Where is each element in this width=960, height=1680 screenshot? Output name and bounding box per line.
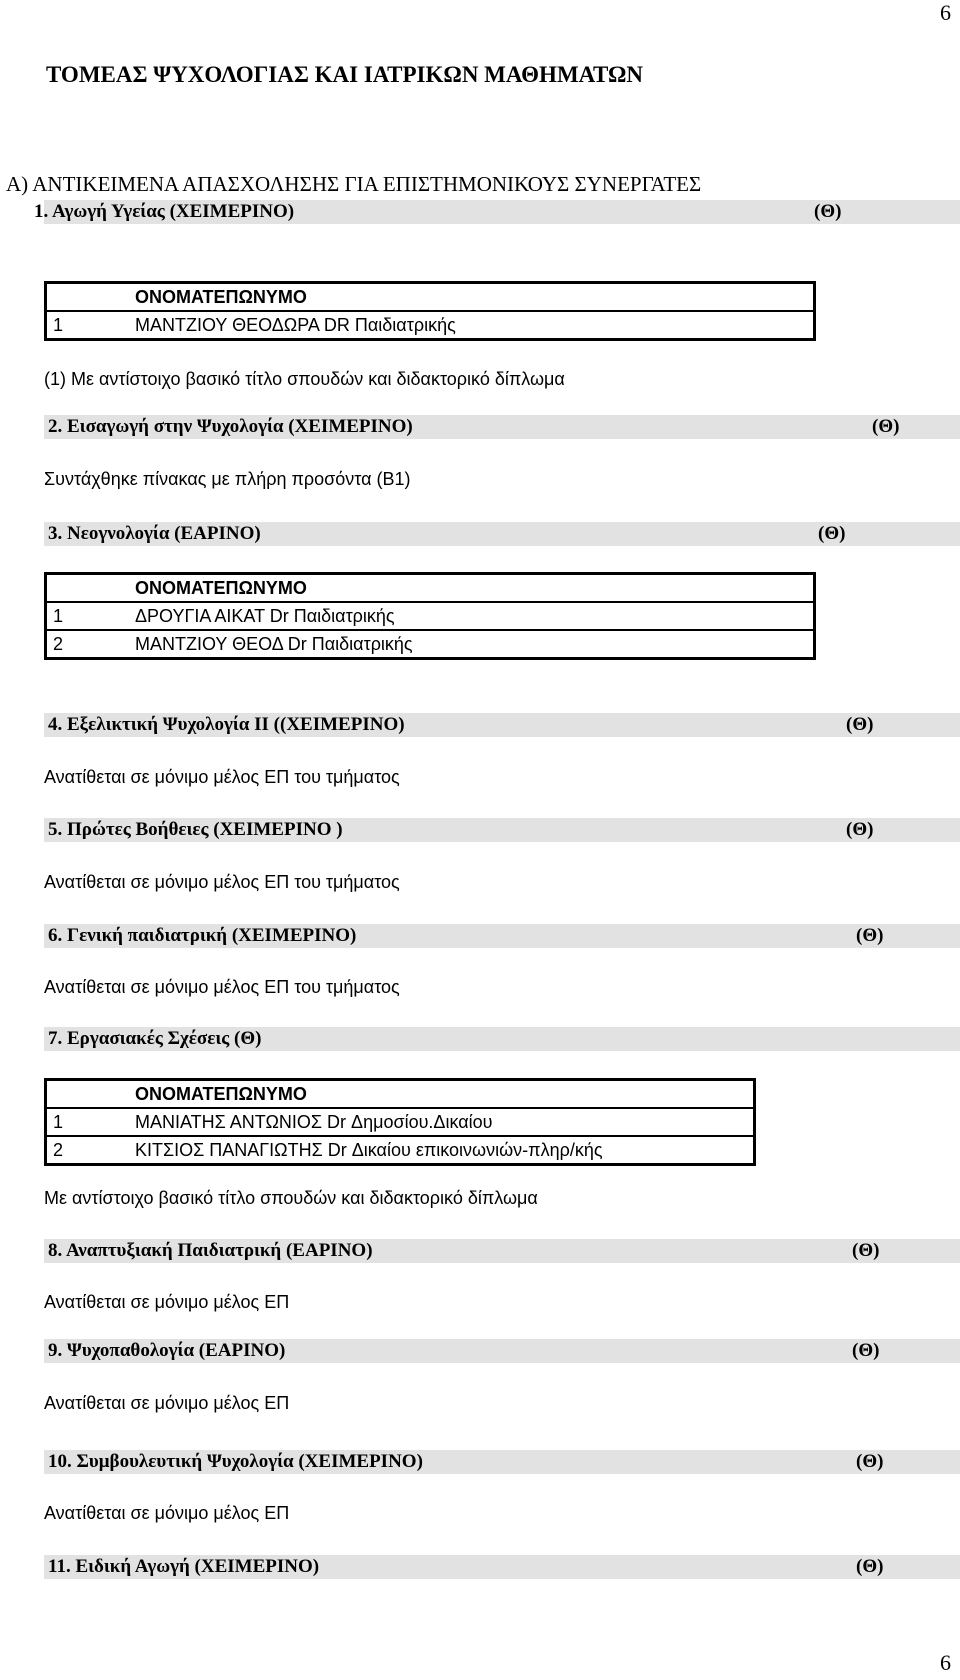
item-title: 11. Ειδική Αγωγή (ΧΕΙΜΕΡΙΝΟ) (48, 1556, 320, 1577)
item-note-1: (1) Με αντίστοιχο βασικό τίτλο σπουδών και διδακτορικό δίπλωμα (44, 369, 565, 389)
item-heading-9 (44, 1339, 960, 1363)
item-mark: (Θ) (846, 819, 874, 840)
names-table-3 (44, 572, 816, 660)
row-number: 1 (46, 602, 130, 630)
item-note-7: Με αντίστοιχο βασικό τίτλο σπουδών και διδακτορικό δίπλωμα (44, 1188, 538, 1208)
page-number-top: 6 (940, 0, 951, 25)
item-note-8: Ανατίθεται σε μόνιμο μέλος ΕΠ (44, 1292, 290, 1312)
table-header: ΟΝΟΜΑΤΕΠΩΝΥΜΟ (129, 1080, 755, 1109)
item-title: 3. Νεογνολογία (ΕΑΡΙΝΟ) (48, 523, 261, 544)
item-title: 1. Αγωγή Υγείας (ΧΕΙΜΕΡΙΝΟ) (34, 201, 295, 222)
row-name: ΔΡΟΥΓΙΑ ΑΙΚΑΤ Dr Παιδιατρικής (129, 602, 815, 630)
item-title: 4. Εξελικτική Ψυχολογία ΙΙ ((ΧΕΙΜΕΡΙΝΟ) (48, 714, 405, 735)
names-table-7 (44, 1078, 756, 1166)
item-title: 8. Αναπτυξιακή Παιδιατρική (ΕΑΡΙΝΟ) (48, 1240, 373, 1261)
item-heading-11 (44, 1555, 960, 1579)
item-title: 9. Ψυχοπαθολογία (ΕΑΡΙΝΟ) (48, 1340, 286, 1361)
table-row (46, 1108, 755, 1136)
item-title: 10. Συμβουλευτική Ψυχολογία (ΧΕΙΜΕΡΙΝΟ) (48, 1451, 423, 1472)
item-mark: (Θ) (872, 416, 900, 437)
item-heading-7 (44, 1027, 960, 1051)
names-table-1 (44, 281, 816, 341)
row-name: ΜΑΝΤΖΙΟΥ ΘΕΟΔΩΡΑ DR Παιδιατρικής (129, 311, 815, 340)
item-heading-2 (44, 415, 960, 439)
item-mark: (Θ) (856, 1556, 884, 1577)
table-row (46, 311, 815, 340)
item-note-6: Ανατίθεται σε μόνιμο μέλος ΕΠ του τμήματος (44, 977, 400, 997)
item-heading-3 (44, 522, 960, 546)
item-note-2: Συντάχθηκε πίνακας με πλήρη προσόντα (Β1) (44, 469, 411, 489)
department-title: ΤΟΜΕΑΣ ΨΥΧΟΛΟΓΙΑΣ ΚΑΙ ΙΑΤΡΙΚΩΝ ΜΑΘΗΜΑΤΩΝ (46, 62, 643, 87)
item-mark: (Θ) (856, 925, 884, 946)
row-name: ΜΑΝΙΑΤΗΣ ΑΝΤΩΝΙΟΣ Dr Δημοσίου.Δικαίου (129, 1108, 755, 1136)
table-row (46, 1136, 755, 1165)
item-title: 6. Γενική παιδιατρική (ΧΕΙΜΕΡΙΝΟ) (48, 925, 357, 946)
row-number: 1 (46, 1108, 130, 1136)
item-note-9: Ανατίθεται σε μόνιμο μέλος ΕΠ (44, 1393, 290, 1413)
item-mark: (Θ) (852, 1240, 880, 1261)
row-name: ΜΑΝΤΖΙΟΥ ΘΕΟΔ Dr Παιδιατρικής (129, 630, 815, 659)
row-number: 1 (46, 311, 130, 340)
row-number: 2 (46, 1136, 130, 1165)
table-row (46, 630, 815, 659)
item-title: 5. Πρώτες Βοήθειες (ΧΕΙΜΕΡΙΝΟ ) (48, 819, 343, 840)
item-note-10: Ανατίθεται σε μόνιμο μέλος ΕΠ (44, 1503, 290, 1523)
item-heading-6 (44, 924, 960, 948)
item-note-5: Ανατίθεται σε μόνιμο μέλος ΕΠ του τμήματος (44, 872, 400, 892)
page-number-bottom: 6 (940, 1650, 951, 1675)
table-header-row (46, 283, 815, 312)
table-header-row (46, 1080, 755, 1109)
row-number: 2 (46, 630, 130, 659)
item-mark: (Θ) (852, 1340, 880, 1361)
item-title: 2. Εισαγωγή στην Ψυχολογία (ΧΕΙΜΕΡΙΝΟ) (48, 416, 413, 437)
table-row (46, 602, 815, 630)
item-heading-1 (34, 200, 960, 224)
item-note-4: Ανατίθεται σε μόνιμο μέλος ΕΠ του τμήματος (44, 767, 400, 787)
row-name: ΚΙΤΣΙΟΣ ΠΑΝΑΓΙΩΤΗΣ Dr Δικαίου επικοινωνιών-πληρ/κής (129, 1136, 755, 1165)
item-title: 7. Εργασιακές Σχέσεις (Θ) (48, 1028, 262, 1049)
table-header: ΟΝΟΜΑΤΕΠΩΝΥΜΟ (129, 283, 815, 312)
item-mark: (Θ) (846, 714, 874, 735)
item-mark: (Θ) (856, 1451, 884, 1472)
item-mark: (Θ) (818, 523, 846, 544)
section-title: Α) ΑΝΤΙΚΕΙΜΕΝΑ ΑΠΑΣΧΟΛΗΣΗΣ ΓΙΑ ΕΠΙΣΤΗΜΟΝΙΚΟΥΣ ΣΥΝΕΡΓΑΤΕΣ (6, 172, 702, 196)
item-heading-8 (44, 1239, 960, 1263)
item-mark: (Θ) (814, 201, 842, 222)
item-heading-4 (44, 713, 960, 737)
table-header-row (46, 574, 815, 603)
item-heading-5 (44, 818, 960, 842)
table-header: ΟΝΟΜΑΤΕΠΩΝΥΜΟ (129, 574, 815, 603)
item-heading-10 (44, 1450, 960, 1474)
